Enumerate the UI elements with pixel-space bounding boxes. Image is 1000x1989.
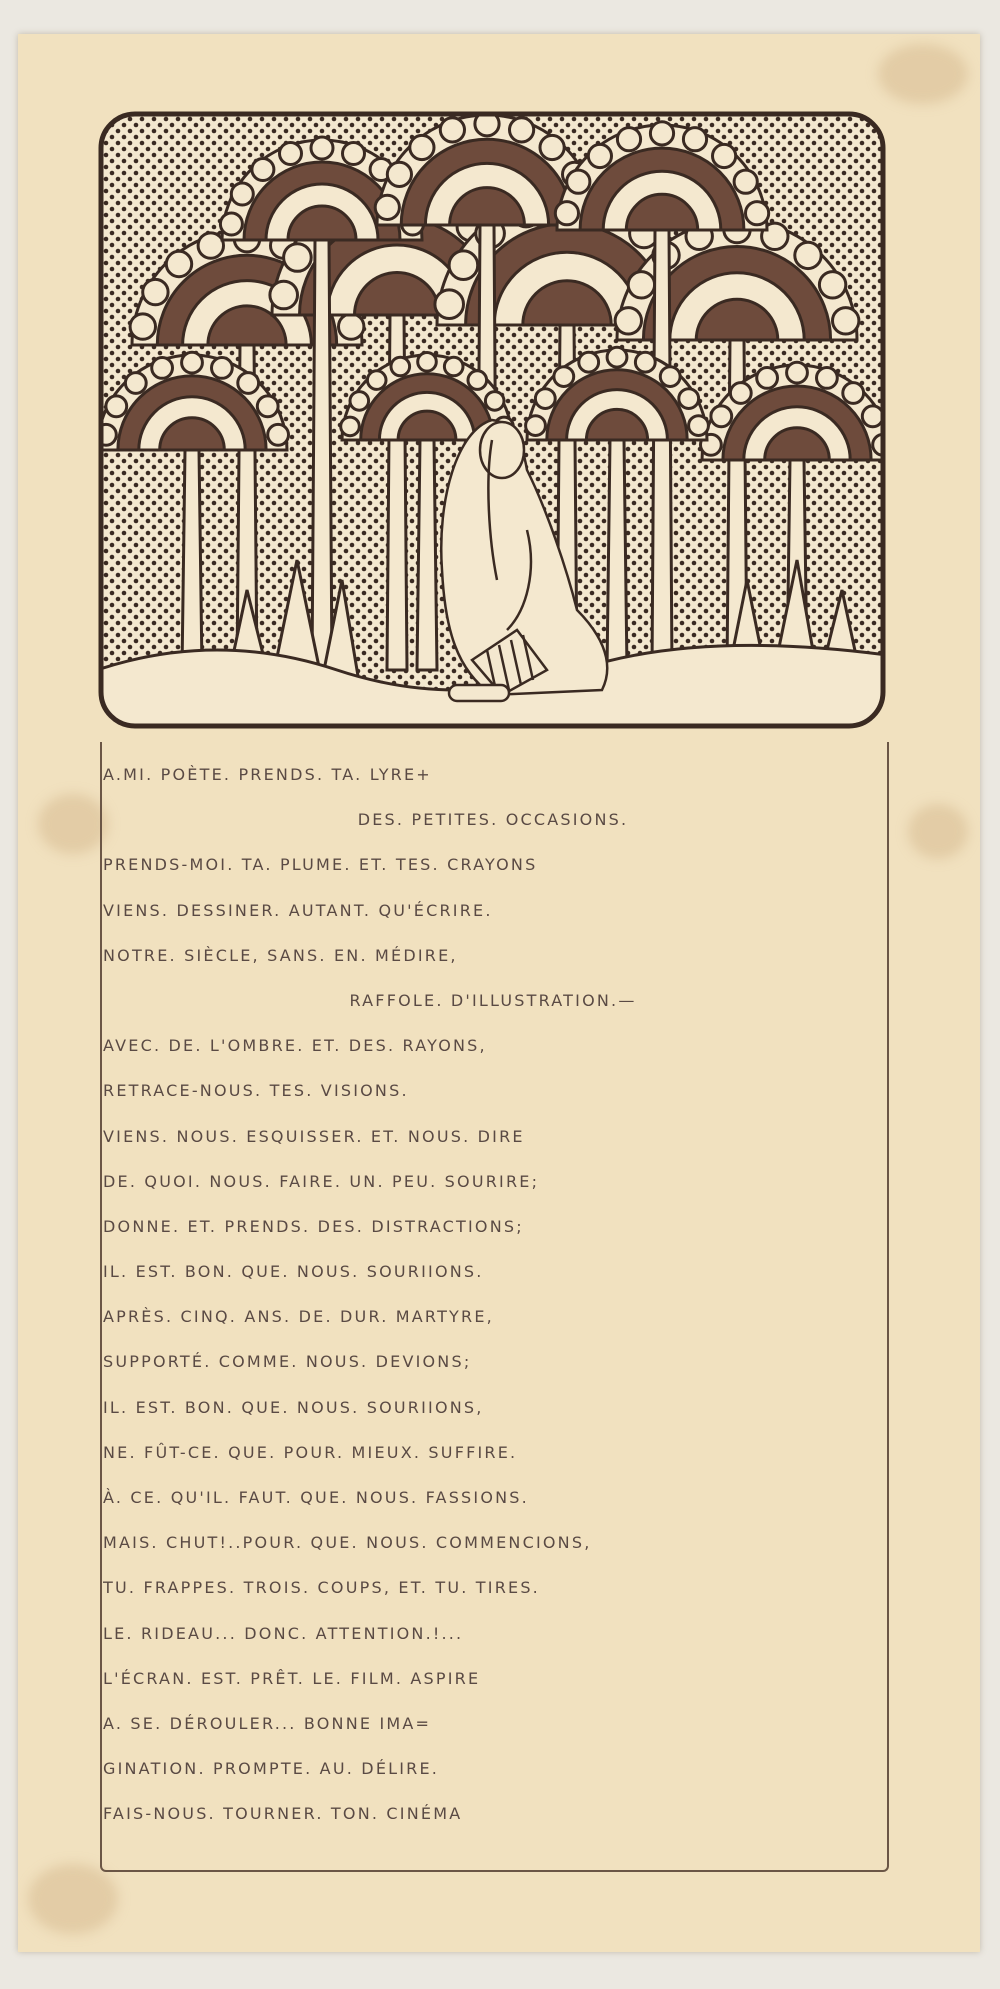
palm-scallop bbox=[212, 358, 233, 379]
poem-line: TU. FRAPPES. TROIS. COUPS, ET. TU. TIRES. bbox=[103, 1578, 540, 1598]
poem-line: APRÈS. CINQ. ANS. DE. DUR. MARTYRE, bbox=[103, 1307, 494, 1327]
palm-trunk bbox=[652, 230, 672, 670]
palm-scallop bbox=[435, 290, 464, 319]
poem-line: FAIS-NOUS. TOURNER. TON. CINÉMA bbox=[103, 1804, 463, 1824]
palm-scallop bbox=[166, 251, 191, 276]
palm-scallop bbox=[650, 122, 673, 145]
palm-scallop bbox=[554, 367, 574, 387]
palm-scallop bbox=[387, 162, 411, 186]
palm-scallop bbox=[485, 392, 504, 411]
palm-scallop bbox=[757, 368, 778, 389]
palm-scallop bbox=[683, 128, 706, 151]
stain bbox=[878, 44, 968, 104]
poem-line: A.MI. POÈTE. PRENDS. TA. LYRE+ bbox=[103, 765, 432, 784]
poem-line: SUPPORTÉ. COMME. NOUS. DEVIONS; bbox=[103, 1352, 472, 1372]
palm-scallop bbox=[607, 347, 627, 367]
palm-scallop bbox=[734, 170, 757, 193]
palm-scallop bbox=[817, 368, 838, 389]
palm-trunk bbox=[417, 440, 437, 670]
palm-scallop bbox=[615, 308, 641, 334]
poem-line: AVEC. DE. L'OMBRE. ET. DES. RAYONS, bbox=[103, 1036, 487, 1056]
palm-scallop bbox=[152, 358, 173, 379]
poem-line: RETRACE-NOUS. TES. VISIONS. bbox=[103, 1081, 409, 1101]
palm-scallop bbox=[819, 272, 845, 298]
palm-scallop bbox=[284, 244, 312, 272]
palm-scallop bbox=[238, 373, 259, 394]
palm-scallop bbox=[220, 213, 242, 235]
palm-scallop bbox=[588, 144, 611, 167]
palm-scallop bbox=[444, 357, 463, 376]
stain bbox=[28, 1864, 118, 1934]
palm-scallop bbox=[198, 233, 223, 258]
palm-scallop bbox=[795, 242, 821, 268]
palm-scallop bbox=[746, 202, 769, 225]
palm-scallop bbox=[440, 118, 464, 142]
poem-line: NOTRE. SIÈCLE, SANS. EN. MÉDIRE, bbox=[103, 945, 458, 965]
poem-line: RAFFOLE. D'ILLUSTRATION.— bbox=[349, 990, 637, 1010]
palm-scallop bbox=[270, 281, 298, 309]
palm-scallop bbox=[343, 143, 365, 165]
poem-line: PRENDS-MOI. TA. PLUME. ET. TES. CRAYONS bbox=[103, 855, 538, 875]
palm-scallop bbox=[730, 383, 751, 404]
poem-line: DE. QUOI. NOUS. FAIRE. UN. PEU. SOURIRE; bbox=[103, 1171, 540, 1191]
palm-scallop bbox=[125, 373, 146, 394]
poem-line: NE. FÛT-CE. QUE. POUR. MIEUX. SUFFIRE. bbox=[103, 1442, 518, 1462]
palm-scallop bbox=[579, 352, 599, 372]
palm-scallop bbox=[268, 424, 289, 445]
palm-scallop bbox=[555, 202, 578, 225]
stain bbox=[38, 794, 108, 854]
palm-trunk bbox=[182, 450, 202, 670]
poem-line: GINATION. PROMPTE. AU. DÉLIRE. bbox=[103, 1759, 440, 1779]
poem-line: DONNE. ET. PRENDS. DES. DISTRACTIONS; bbox=[103, 1216, 524, 1236]
palm-scallop bbox=[833, 308, 859, 334]
palm-scallop bbox=[617, 128, 640, 151]
palm-trunk bbox=[607, 440, 627, 670]
palm-scallop bbox=[410, 135, 434, 159]
palm-scallop bbox=[375, 195, 399, 219]
palm-scallop bbox=[257, 396, 278, 417]
palm-scallop bbox=[143, 279, 168, 304]
palm-scallop bbox=[367, 371, 386, 390]
palm-scallop bbox=[231, 183, 253, 205]
palm-scallop bbox=[311, 137, 333, 159]
palm-scallop bbox=[787, 362, 808, 383]
poem-line: MAIS. CHUT!..POUR. QUE. NOUS. COMMENCIONS, bbox=[103, 1533, 592, 1553]
palm-scallop bbox=[106, 396, 127, 417]
palm-scallop bbox=[252, 159, 274, 181]
palm-scallop bbox=[540, 135, 564, 159]
palm-scallop bbox=[843, 383, 864, 404]
poem-line: L'ÉCRAN. EST. PRÊT. LE. FILM. ASPIRE bbox=[103, 1668, 481, 1688]
palm-scallop bbox=[862, 406, 883, 427]
palm-scallop bbox=[679, 389, 699, 409]
poem-line: IL. EST. BON. QUE. NOUS. SOURIIONS. bbox=[103, 1262, 484, 1282]
palm-scallop bbox=[713, 144, 736, 167]
palm-scallop bbox=[341, 417, 360, 436]
poem-line: VIENS. NOUS. ESQUISSER. ET. NOUS. DIRE bbox=[103, 1126, 525, 1146]
palm-scallop bbox=[628, 272, 654, 298]
palm-scallop bbox=[689, 416, 709, 436]
poem-text bbox=[103, 752, 883, 1837]
palm-scallop bbox=[391, 357, 410, 376]
stain bbox=[908, 804, 968, 859]
palm-scallop bbox=[567, 170, 590, 193]
poem-line: LE. RIDEAU... DONC. ATTENTION.!... bbox=[103, 1623, 464, 1643]
palm-scallop bbox=[635, 352, 655, 372]
palm-scallop bbox=[280, 143, 302, 165]
poem-line: IL. EST. BON. QUE. NOUS. SOURIIONS, bbox=[103, 1397, 484, 1417]
poem-line: VIENS. DESSINER. AUTANT. QU'ÉCRIRE. bbox=[103, 900, 493, 920]
illustration-poet-with-lyre bbox=[97, 110, 887, 730]
poem-line: A. SE. DÉROULER... BONNE IMA= bbox=[103, 1713, 432, 1733]
poem-line: DES. PETITES. OCCASIONS. bbox=[357, 810, 629, 830]
palm-scallop bbox=[526, 416, 546, 436]
palm-scallop bbox=[449, 251, 478, 280]
palm-scallop bbox=[535, 389, 555, 409]
palm-scallop bbox=[182, 352, 203, 373]
palm-scallop bbox=[339, 314, 364, 339]
palm-scallop bbox=[510, 118, 534, 142]
palm-scallop bbox=[418, 353, 437, 372]
poem-line: À. CE. QU'IL. FAUT. QUE. NOUS. FASSIONS. bbox=[103, 1488, 529, 1507]
palm-scallop bbox=[660, 367, 680, 387]
palm-scallop bbox=[350, 392, 369, 411]
palm-trunk bbox=[312, 240, 332, 670]
palm-scallop bbox=[468, 371, 487, 390]
palm-scallop bbox=[130, 314, 155, 339]
palm-scallop bbox=[711, 406, 732, 427]
